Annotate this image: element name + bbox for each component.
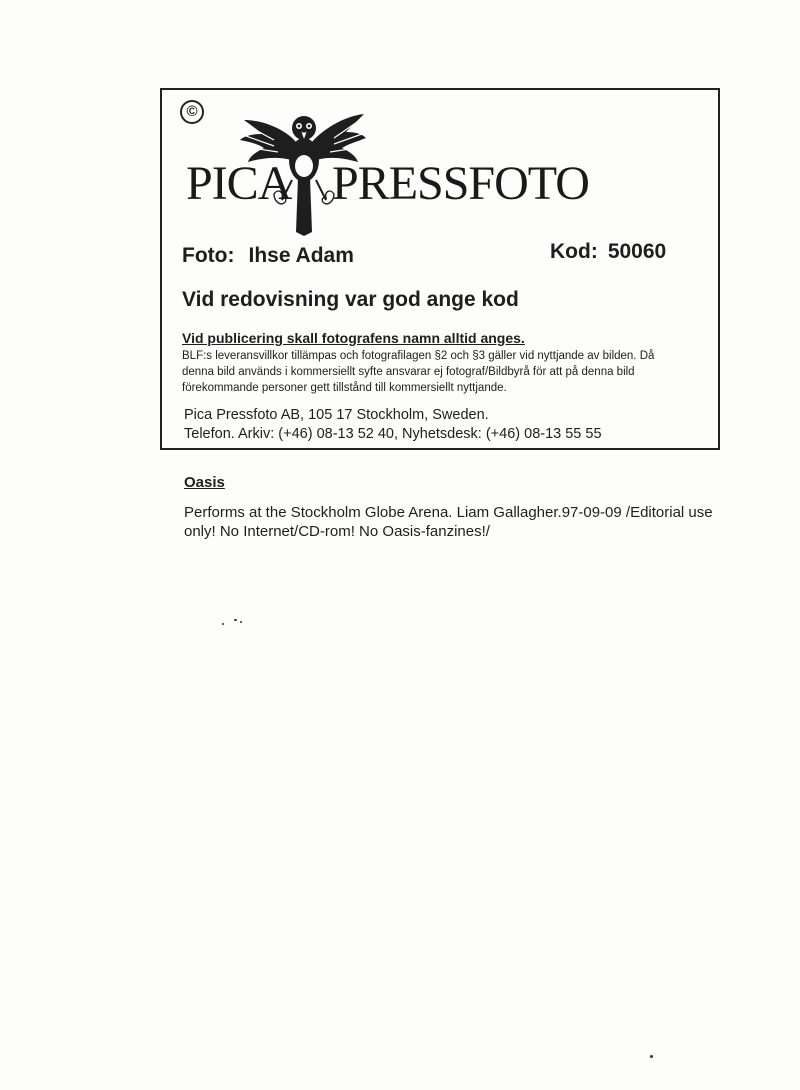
dust-speck — [240, 621, 242, 623]
kod-value: 50060 — [607, 240, 667, 263]
terms-line: förekommande personer gett tillstånd till kommersiellt nyttjande. — [182, 382, 507, 394]
dust-speck — [650, 1055, 653, 1058]
foto-label: Foto: — [182, 244, 235, 267]
logo-text-pica: PICA — [186, 157, 292, 210]
photographer-name: Ihse Adam — [248, 244, 354, 267]
kod-label: Kod: — [550, 240, 598, 263]
dust-speck — [222, 623, 224, 625]
terms-line: denna bild används i kommersiellt syfte ansvarar ej fotograf/Bildbyrå för att på denna bild — [182, 366, 635, 378]
terms-line: BLF:s leveransvillkor tillämpas och fotografilagen §2 och §3 gäller vid nyttjande av bilden. Då — [182, 350, 655, 362]
publicering-notice: Vid publicering skall fotografens namn alltid anges. — [182, 330, 525, 346]
phone-line: Telefon. Arkiv: (+46) 08-13 52 40, Nyhetsdesk: (+46) 08-13 55 55 — [184, 426, 602, 442]
photo-agency-stamp — [160, 88, 720, 450]
logo-text-pressfoto: PRESSFOTO — [332, 157, 589, 210]
caption-text: Performs at the Stockholm Globe Arena. Liam Gallagher.97-09-09 /Editorial use only! No Internet/CD-rom! No Oasis-fanzines!/ — [184, 504, 713, 540]
copyright-symbol: © — [180, 100, 204, 124]
caption-title: Oasis — [184, 474, 225, 491]
contact-info — [184, 406, 602, 444]
code-line — [550, 240, 666, 264]
address-line: Pica Pressfoto AB, 105 17 Stockholm, Sweden. — [184, 407, 489, 423]
terms-text — [182, 348, 682, 396]
photographer-line — [182, 244, 354, 268]
dust-speck — [234, 619, 237, 621]
redovisning-notice: Vid redovisning var god ange kod — [182, 288, 519, 311]
